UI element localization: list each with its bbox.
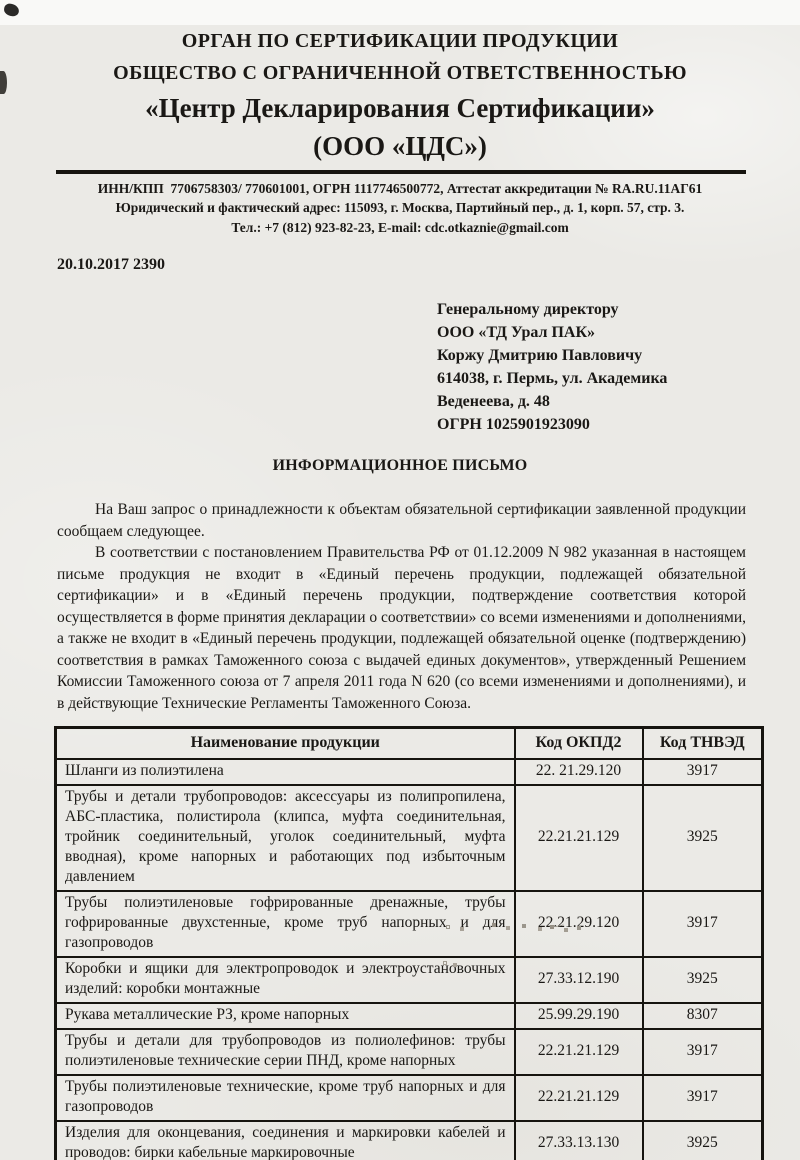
letterhead-divider bbox=[56, 170, 746, 174]
table-row bbox=[56, 785, 763, 891]
tnved-code-cell: 3925 bbox=[643, 785, 763, 891]
product-name-cell: Рукава металлические РЗ, кроме напорных bbox=[56, 1003, 515, 1029]
column-header-okpd2-code: Код ОКПД2 bbox=[515, 728, 643, 760]
tnved-code-cell: 3917 bbox=[643, 1029, 763, 1075]
body-paragraph-2: В соответствии с постановлением Правительства РФ от 01.12.2009 N 982 указанная в настоящем письме продукция не входит в «Единый перечень продукции, подлежащей обязательной сертификации» и в «Единый перечень продукции, подтверждение соответствия которой осуществляется в форме принятия декларации о соответствии» со всеми изменениями и дополнениями, а также не входит в «Единый перечень продукции, подлежащей обязательной оценке (подтверждению) соответствия в рамках Таможенного союза с выдачей единых документов», утвержденный Решением Комиссии Таможенного союза от 7 апреля 2011 года N 620 (со всеми изменениями и дополнениями), и в действующие Технические Регламенты Таможенного Союза. bbox=[57, 544, 746, 712]
letter-body bbox=[57, 499, 746, 714]
column-header-tnved-code: Код ТНВЭД bbox=[643, 728, 763, 760]
letterhead-org-short-name: (ООО «ЦДС») bbox=[313, 131, 487, 161]
okpd2-code-cell: 22. 21.29.120 bbox=[515, 759, 643, 785]
tnved-code-cell: 3925 bbox=[643, 957, 763, 1003]
table-row bbox=[56, 1121, 763, 1160]
product-name-cell: Коробки и ящики для электропроводок и электроустановочных изделий: коробки монтажные bbox=[56, 957, 515, 1003]
product-name-cell: Шланги из полиэтилена bbox=[56, 759, 515, 785]
requisites-address: Юридический и фактический адрес: 115093, г. Москва, Партийный пер., д. 1, корп. 57, стр. 3. bbox=[115, 200, 685, 215]
addressee-line: Генеральному директору bbox=[437, 301, 619, 318]
pencil-mark-artifact bbox=[444, 962, 446, 964]
okpd2-code-cell: 22.21.21.129 bbox=[515, 1075, 643, 1121]
okpd2-code-cell: 27.33.13.130 bbox=[515, 1121, 643, 1160]
product-name-cell: Трубы и детали трубопроводов: аксессуары из полипропилена, АБС-пластика, полистирола (клипса, муфта соединительная, тройник соединительный, уголок соединительный, муфта вводная), кроме напорных и работающих под избыточным давлением bbox=[56, 785, 515, 891]
addressee-line: ООО «ТД Урал ПАК» bbox=[437, 324, 596, 341]
okpd2-code-cell: 22.21.21.129 bbox=[515, 785, 643, 891]
table-row bbox=[56, 891, 763, 957]
addressee-line: Коржу Дмитрию Павловичу bbox=[437, 347, 643, 364]
product-name-cell: Трубы и детали для трубопроводов из полиолефинов: трубы полиэтиленовые технические серии ПНД, кроме напорных bbox=[56, 1029, 515, 1075]
tnved-code-cell: 3917 bbox=[643, 1075, 763, 1121]
pencil-mark-artifact bbox=[447, 926, 449, 928]
addressee-line: 614038, г. Пермь, ул. Академика bbox=[437, 370, 668, 387]
column-header-product-name: Наименование продукции bbox=[56, 728, 515, 760]
product-name-cell: Трубы полиэтиленовые гофрированные дренажные, трубы гофрированные двухстенные, кроме труб напорных и для газопроводов bbox=[56, 891, 515, 957]
letterhead-requisites bbox=[0, 179, 800, 238]
tnved-code-cell: 3917 bbox=[643, 759, 763, 785]
okpd2-code-cell: 25.99.29.190 bbox=[515, 1003, 643, 1029]
okpd2-code-cell: 22.21.21.129 bbox=[515, 1029, 643, 1075]
table-row bbox=[56, 759, 763, 785]
table-row bbox=[56, 1075, 763, 1121]
table-row bbox=[56, 957, 763, 1003]
requisites-contacts: Тел.: +7 (812) 923-82-23, E-mail: cdc.otkaznie@gmail.com bbox=[231, 219, 569, 235]
tnved-code-cell: 3925 bbox=[643, 1121, 763, 1160]
addressee-line: Веденеева, д. 48 bbox=[437, 393, 550, 410]
product-codes-table bbox=[54, 726, 764, 1160]
table-row bbox=[56, 1003, 763, 1029]
scan-edge-smudge bbox=[0, 71, 7, 94]
tnved-code-cell: 8307 bbox=[643, 1003, 763, 1029]
table-row bbox=[56, 1029, 763, 1075]
letter-title: ИНФОРМАЦИОННОЕ ПИСЬМО bbox=[272, 457, 528, 474]
table-header-row bbox=[56, 728, 763, 760]
addressee-block bbox=[437, 298, 800, 436]
letterhead-org-name: «Центр Декларирования Сертификации» bbox=[145, 93, 655, 123]
letterhead-org-form: ОБЩЕСТВО С ОГРАНИЧЕННОЙ ОТВЕТСТВЕННОСТЬЮ bbox=[113, 62, 687, 84]
addressee-line: ОГРН 1025901923090 bbox=[437, 416, 590, 433]
letterhead-org-type: ОРГАН ПО СЕРТИФИКАЦИИ ПРОДУКЦИИ bbox=[181, 30, 619, 52]
scan-edge-strip bbox=[0, 0, 800, 25]
okpd2-code-cell: 22.21.29.120 bbox=[515, 891, 643, 957]
letter-date-number: 20.10.2017 2390 bbox=[57, 256, 165, 273]
okpd2-code-cell: 27.33.12.190 bbox=[515, 957, 643, 1003]
product-name-cell: Изделия для оконцевания, соединения и маркировки кабелей и проводов: бирки кабельные маркировочные bbox=[56, 1121, 515, 1160]
body-paragraph-1: На Ваш запрос о принадлежности к объектам обязательной сертификации заявленной продукции сообщаем следующее. bbox=[57, 501, 746, 540]
requisites-inn-ogrn: ИНН/КПП 7706758303/ 770601001, ОГРН 1117746500772, Аттестат аккредитации № RA.RU.11АГ61 bbox=[97, 180, 703, 196]
product-name-cell: Трубы полиэтиленовые технические, кроме труб напорных и для газопроводов bbox=[56, 1075, 515, 1121]
tnved-code-cell: 3917 bbox=[643, 891, 763, 957]
